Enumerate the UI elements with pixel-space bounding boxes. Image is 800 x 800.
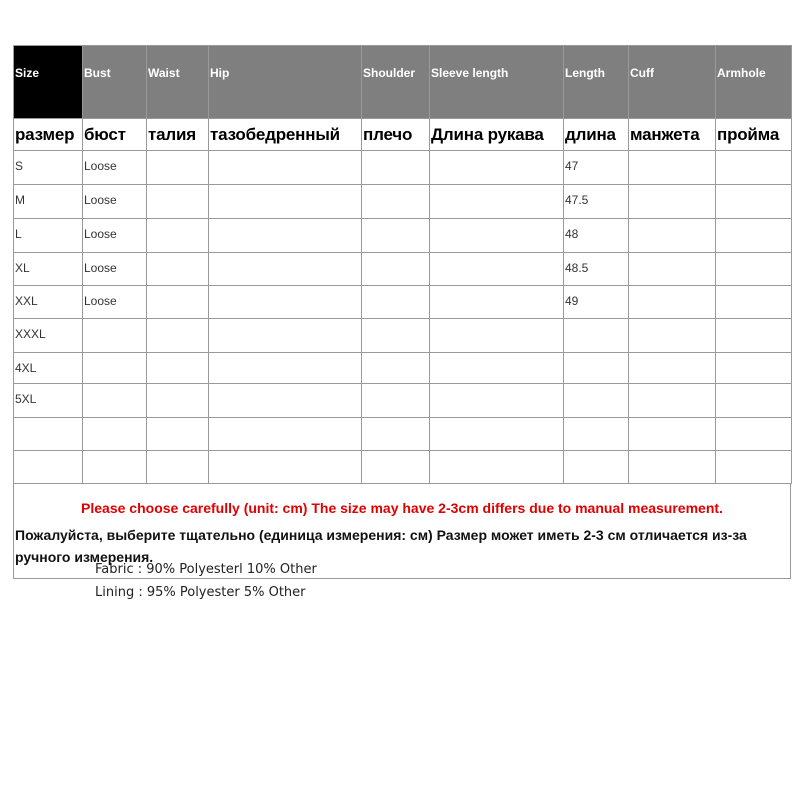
table-cell: Loose: [83, 219, 147, 253]
table-cell: 4XL: [14, 353, 83, 384]
table-cell: [564, 353, 629, 384]
table-cell: [629, 384, 716, 418]
header-ru-bust: бюст: [83, 119, 147, 151]
header-ru-hip: тазобедренный: [209, 119, 362, 151]
table-cell: 49: [564, 286, 629, 319]
table-cell: [147, 418, 209, 451]
table-cell: [629, 253, 716, 286]
table-cell: Loose: [83, 151, 147, 185]
table-cell: [147, 451, 209, 484]
size-table: [13, 45, 792, 484]
table-row: [14, 286, 792, 319]
table-cell: [716, 151, 792, 185]
table-cell: [209, 286, 362, 319]
table-cell: [716, 384, 792, 418]
table-cell: [209, 151, 362, 185]
table-cell: [362, 319, 430, 353]
header-size: Size: [14, 46, 83, 119]
table-cell: 5XL: [14, 384, 83, 418]
table-cell: [209, 353, 362, 384]
header-ru-sleeve-length: Длина рукава: [430, 119, 564, 151]
header-row-ru: [14, 119, 792, 151]
table-cell: XXXL: [14, 319, 83, 353]
header-ru-cuff: манжета: [629, 119, 716, 151]
fabric-text: Fabric : 90% Polyesterl 10% Other: [95, 562, 317, 577]
table-cell: [147, 319, 209, 353]
table-row: [14, 451, 792, 484]
table-cell: [430, 185, 564, 219]
header-row-en: [14, 46, 792, 119]
table-cell: [430, 353, 564, 384]
table-cell: [209, 384, 362, 418]
header-ru-size: размер: [14, 119, 83, 151]
table-cell: [629, 353, 716, 384]
table-cell: [83, 451, 147, 484]
header-ru-armhole: пройма: [716, 119, 792, 151]
table-cell: [430, 384, 564, 418]
table-cell: [147, 253, 209, 286]
table-cell: [209, 319, 362, 353]
table-cell: [564, 384, 629, 418]
table-row: [14, 219, 792, 253]
table-cell: [716, 219, 792, 253]
table-cell: Loose: [83, 286, 147, 319]
table-cell: [430, 418, 564, 451]
table-row: [14, 185, 792, 219]
table-cell: [362, 451, 430, 484]
table-cell: [716, 418, 792, 451]
table-cell: [147, 219, 209, 253]
table-cell: [430, 319, 564, 353]
table-cell: [564, 451, 629, 484]
table-cell: [430, 253, 564, 286]
table-cell: [83, 384, 147, 418]
header-sleeve-length: Sleeve length: [430, 46, 564, 119]
table-cell: [629, 286, 716, 319]
table-cell: [147, 353, 209, 384]
lining-text: Lining : 95% Polyester 5% Other: [95, 585, 306, 600]
note-russian: Пожалуйста, выберите тщательно (единица измерения: см) Размер может иметь 2-3 см отличается из-за ручного измерения.: [15, 527, 747, 565]
table-cell: [147, 286, 209, 319]
table-cell: [629, 219, 716, 253]
size-chart: [13, 45, 791, 579]
table-cell: [14, 418, 83, 451]
header-armhole: Armhole: [716, 46, 792, 119]
table-row: [14, 418, 792, 451]
table-cell: [362, 151, 430, 185]
table-cell: [209, 451, 362, 484]
table-cell: L: [14, 219, 83, 253]
composition-block: [95, 558, 317, 604]
table-cell: [362, 384, 430, 418]
table-cell: Loose: [83, 253, 147, 286]
table-cell: 48: [564, 219, 629, 253]
header-waist: Waist: [147, 46, 209, 119]
table-cell: XL: [14, 253, 83, 286]
header-shoulder: Shoulder: [362, 46, 430, 119]
table-cell: 48.5: [564, 253, 629, 286]
table-cell: [629, 418, 716, 451]
table-cell: [362, 219, 430, 253]
table-cell: [362, 286, 430, 319]
table-cell: [564, 418, 629, 451]
table-cell: [209, 185, 362, 219]
table-cell: 47: [564, 151, 629, 185]
table-row: [14, 151, 792, 185]
table-cell: [209, 418, 362, 451]
table-cell: M: [14, 185, 83, 219]
table-cell: [430, 451, 564, 484]
table-cell: [716, 253, 792, 286]
table-cell: XXL: [14, 286, 83, 319]
header-cuff: Cuff: [629, 46, 716, 119]
table-cell: [716, 286, 792, 319]
table-row: [14, 384, 792, 418]
table-cell: [362, 185, 430, 219]
header-length: Length: [564, 46, 629, 119]
table-cell: [362, 353, 430, 384]
table-cell: [83, 319, 147, 353]
table-cell: [14, 451, 83, 484]
table-cell: [629, 319, 716, 353]
table-cell: [209, 219, 362, 253]
table-cell: [83, 418, 147, 451]
table-cell: [716, 319, 792, 353]
header-hip: Hip: [209, 46, 362, 119]
table-cell: [629, 151, 716, 185]
table-row: [14, 319, 792, 353]
note-english: Please choose carefully (unit: cm) The size may have 2-3cm differs due to manual measurement.: [81, 500, 723, 516]
table-cell: [209, 253, 362, 286]
table-cell: [147, 384, 209, 418]
table-cell: [629, 451, 716, 484]
table-cell: [430, 151, 564, 185]
table-cell: S: [14, 151, 83, 185]
table-cell: [629, 185, 716, 219]
table-cell: [147, 185, 209, 219]
header-bust: Bust: [83, 46, 147, 119]
table-cell: [147, 151, 209, 185]
header-ru-length: длина: [564, 119, 629, 151]
table-cell: [716, 353, 792, 384]
table-row: [14, 253, 792, 286]
table-cell: [362, 418, 430, 451]
header-ru-shoulder: плечо: [362, 119, 430, 151]
table-cell: [564, 319, 629, 353]
table-cell: [716, 451, 792, 484]
table-cell: [83, 353, 147, 384]
header-ru-waist: талия: [147, 119, 209, 151]
table-cell: [362, 253, 430, 286]
table-cell: [430, 219, 564, 253]
table-cell: 47.5: [564, 185, 629, 219]
table-cell: [716, 185, 792, 219]
table-cell: [430, 286, 564, 319]
table-row: [14, 353, 792, 384]
table-cell: Loose: [83, 185, 147, 219]
